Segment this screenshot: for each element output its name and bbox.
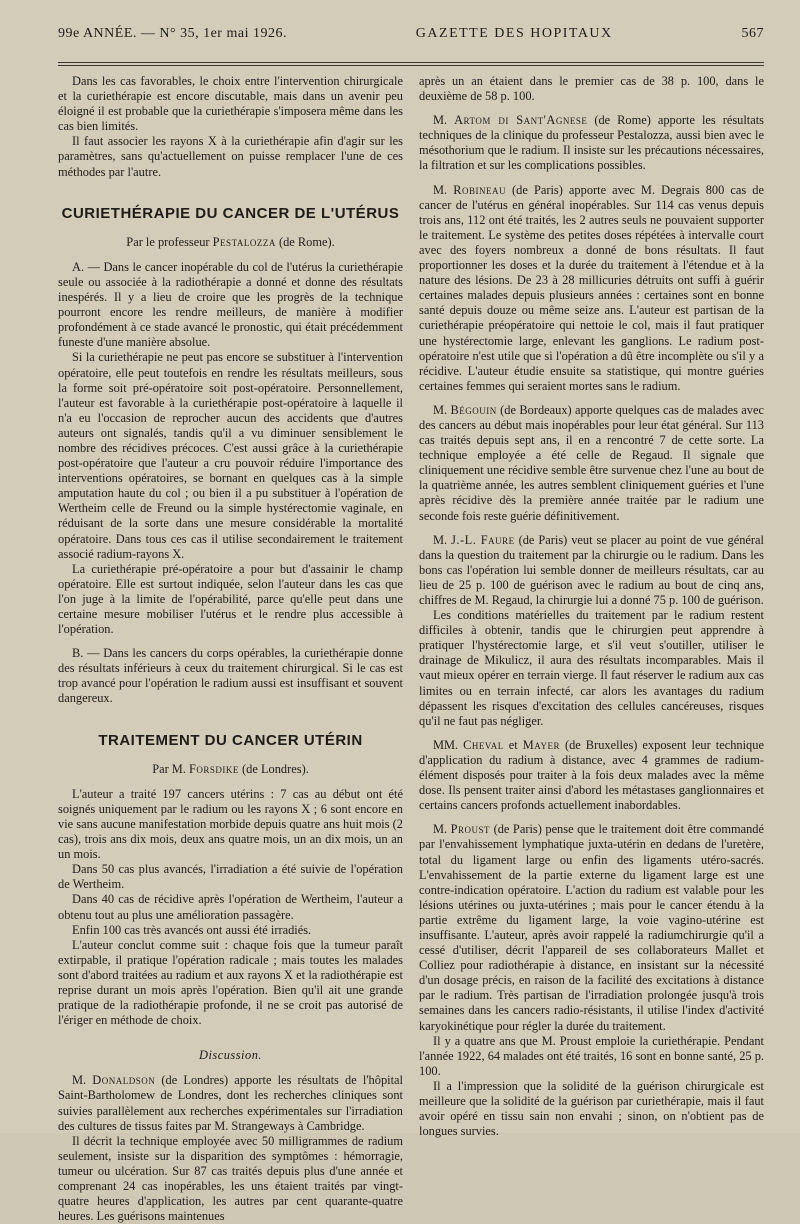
paragraph [419,113,764,173]
paragraph: Il décrit la technique employée avec 50 milligrammes de radium seulement, insiste sur la disparition des symptômes : hémorragie, tumeur ou ulcération. Sur 87 cas traités depuis plus d'une année et comprenant 24 cas inopérables, les uns étaient traités par vingt-quatre heures d'application, les autres par cent quarante-quatre heures. Les guérisons maintenues [58,1133,403,1224]
paragraph [419,822,764,1033]
speaker-name: Robineau [453,182,506,197]
text-columns [58,74,764,1224]
paragraph: Dans 50 cas plus avancés, l'irradiation a été suivie de l'opération de Wertheim. [58,862,403,892]
author-name: Forsdike [189,761,239,776]
paragraph [419,403,764,524]
title-prefix: M. [433,532,448,547]
header-rule-secondary [58,65,764,66]
paragraph-text: (de Bruxelles) exposent leur technique d'application du radium à distance, avec 4 grammes de radium-élément disposés pour traiter à la fois deux malades avec la même dose. Ils pensent traiter ainsi d'abord les métastases ganglionnaires et certains cancers profonds actuellement inabordables. [419,737,764,813]
speaker-name: J.-L. Faure [451,532,515,547]
title-prefix: M. [433,113,448,128]
paragraph: L'auteur a traité 197 cancers utérins : 7 cas au début ont été soignés uniquement par le radium ou les rayons X ; 6 sont encore en vie sans aucune manifestation morbide depuis quatre ans huit mois (2 cas), trois ans dix mois, deux ans quatre mois, un an dix mois, un an un mois. [58,786,403,862]
conjunction: et [508,737,518,752]
paragraph: L'auteur conclut comme suit : chaque fois que la tumeur paraît extirpable, il pratique l'opération radicale ; mais toutes les malades sont d'abord traitées au radium et aux rayons X et la radiothérapie est reprise durant un mois après l'opération. Bien qu'il ait une grande pratique de la radiothérapie profonde, il ne se croit pas autorisé de l'ériger en méthode de choix. [58,937,403,1028]
title-prefix: MM. [433,737,459,752]
paragraph: Si la curiethérapie ne peut pas encore se substituer à l'intervention opératoire, elle peut toutefois en rendre les résultats meilleurs, sous la forme soit pré-opératoire soit post-opératoire. Personnellement, l'auteur est favorable à la curiethérapie post-opératoire à laquelle il n'a eu l'occasion de reprocher aucun des accidents que d'autres auteurs ont signalés, tandis qu'il a vu diminuer sensiblement le nombre des récidives précoces. C'est aussi grâce à la curiethérapie post-opératoire que l'auteur a cru pouvoir réduire l'importance des interventions opératoires, se bornant en quelques cas à la simple amputation haute du col ; ou bien il a pu substituer à l'opération de Wertheim celle de Freund ou la simple hystérectomie vaginale, en réduisant de la sorte dans une mesure considérable la mortalité opératoire. Dans tous ces cas il utilise secondairement le traitement associé radium-rayons X. [58,350,403,561]
speaker-name: Bégouin [450,402,497,417]
page-header [58,26,764,46]
paragraph-text: (de Londres) apporte les résultats de l'hôpital Saint-Bartholomew de Londres, dont les recherches cliniques sont suivies parallèlement aux recherches expérimentales sur l'irradiation des cultures de tissus faites par M. Strangeways à Cambridge. [58,1073,403,1133]
speaker-name: Artom di Sant'Agnese [454,113,588,128]
section-byline [58,762,403,777]
paragraph: Il y a quatre ans que M. Proust emploie la curiethérapie. Pendant l'année 1922, 64 malades ont été traités, 16 sont en bonne santé, 25 p. 100. [419,1033,764,1078]
paragraph [419,533,764,608]
paragraph: B. — Dans les cancers du corps opérables, la curiethérapie donne des résultats inférieurs à ceux du traitement chirurgical. Si le cas est trop avancé pour l'opération le radium aussi est insuffisant et souvent dangereux. [58,646,403,706]
paragraph: Il faut associer les rayons X à la curiethérapie afin d'agir sur les paramètres, sans qu'actuellement on puisse remplacer l'une de ces méthodes par l'autre. [58,134,403,179]
paragraph-text: (de Paris) veut se placer au point de vue général dans la question du traitement par la chirurgie ou le radium. Dans les bons cas l'opération lui semble donner de meilleurs résultats, car au lieu de 25 p. 100 de guérison avec le radium au bout de cinq ans, chiffres de M. Regaud, la chirurgie lui a donné 75 p. 100 de guérison. [419,532,764,607]
byline-suffix: (de Londres). [242,761,309,776]
paragraph: Il a l'impression que la solidité de la guérison chirurgicale est meilleure que la solidité de la guérison par curiethérapie, mais il faut avoir opéré en tissu sain non envahi ; sinon, on n'obtient pas de longues survies. [419,1078,764,1139]
paragraph: après un an étaient dans le premier cas de 38 p. 100, dans le deuxième de 58 p. 100. [419,74,764,104]
title-prefix: M. [433,402,448,417]
section-byline [58,235,403,250]
paragraph [419,183,764,394]
title-prefix: M. [433,182,448,197]
title-prefix: M. [433,822,448,837]
byline-prefix: Par M. [152,761,186,776]
header-rule [58,62,764,63]
speaker-name: Proust [450,822,491,837]
paragraph-text: (de Paris) pense que le traitement doit être commandé par l'envahissement lymphatique juxta-utérin en dedans de l'uretère, total du ligament large ou enfin des ligaments utéro-sacrés. L'envahissement de la partie externe du ligament large est une contre-indication opératoire. L'action du radium est valable pour les lésions utérines ou juxta-utérines ; mais pour le cancer étendu à la partie extrême du ligament large, la voie vagino-utérine est insuffisante. L'auteur, après avoir rappelé la radiumchirurgie qu'il a cessé d'utiliser, décrit l'appareil de ses collaborateurs Mallet et Colliez pour radiothérapie à distance, en insistant sur la nécessité d'un dosage précis, en raison de la facilité des excitations à distance par le radium. Très partisan de l'irradiation prolongée jusqu'à trois semaines dans les cancers radio-résistants, il utilise l'index d'activité karyokinétique pour régler la durée du traitement. [419,822,764,1033]
paragraph: Dans les cas favorables, le choix entre l'intervention chirurgicale et la curiethérapie est encore discutable, mais dans un avenir peu éloigné il est probable que la curiethérapie s'imposera même dans les cas bien limités. [58,74,403,134]
paragraph-text: (de Paris) apporte avec M. Degrais 800 cas de cancer de l'utérus en général inopérables. Sur 114 cas venus depuis trois ans, 112 ont été traités, les 2 autres seuls ne pouvaient supporter le traitement. Le système des petites doses répétées à intervalle court avec des foyers nombreux a donné de bons résultats. Il faut proportionner les doses et la durée du traitement à l'étendue et à la nature des lésions. De 23 à 28 millicuries détruits ont suffi à guérir certaines malades depuis plusieurs années : certaines sont en bonne santé depuis douze ou même seize ans. L'auteur est partisan de la curiethérapie préopératoire qui nettoie le col, mais il faut pratiquer une hystérectomie large, enlevant les ganglions. Le radium post-opératoire n'est utile que si l'opération a dû être incomplète ou s'il y a récidive. L'auteur étudie ensuite sa statistique, qui montre guéries certaines femmes qui seraient mortes sans le radium. [419,182,764,393]
paragraph: Dans 40 cas de récidive après l'opération de Wertheim, l'auteur a obtenu tout au plus une amélioration passagère. [58,892,403,922]
speaker-name: Donaldson [92,1073,156,1088]
author-name: Pestalozza [212,234,276,249]
byline-suffix: (de Rome). [278,234,335,249]
journal-title: GAZETTE DES HOPITAUX [415,26,613,41]
section-title: CURIETHÉRAPIE DU CANCER DE L'UTÉRUS [61,204,400,222]
discussion-heading: Discussion. [199,1048,262,1063]
speaker-name: Mayer [522,737,560,752]
section-title: TRAITEMENT DU CANCER UTÉRIN [98,731,363,749]
paragraph: La curiethérapie pré-opératoire a pour but d'assainir le champ opératoire. Elle est surtout indiquée, selon l'auteur dans les cas que l'on juge à la limite de l'opérabilité, parce qu'elle peut dans une certaine mesure mobiliser l'utérus et le rendre plus accessible à l'opération. [58,561,403,637]
paragraph: Les conditions matérielles du traitement par le radium restent difficiles à obtenir, tandis que le chirurgien peut apprendre à pratiquer l'hystérectomie large, et s'il veut s'outiller, utiliser le drainage de Mikulicz, il aura des résultats incomparables. Mais il vaut mieux opérer en terrain vierge. Il faut réserver le radium aux cas limites ou en terrain infecté, car alors les avantages du radium dépassent les risques d'excitation des cellules cancéreuses, risques qu'il ne faut pas négliger. [419,608,764,728]
left-column [58,74,403,1224]
right-column [419,74,764,1224]
paragraph [58,1073,403,1133]
paragraph-text: (de Rome) apporte les résultats techniques de la clinique du professeur Pestalozza, aussi bien avec le mésothorium que le radium. Il insiste sur les précautions nécessaires, la filtration et sur les complications possibles. [419,113,764,173]
paragraph: A. — Dans le cancer inopérable du col de l'utérus la curiethérapie seule ou associée à la radiothérapie a donné et donne des résultats inespérés. Il y a lieu de croire que les progrès de la technique pourront encore les rendre meilleurs, de manière à modifier profondément à ce stade avancé le pronostic, qui était précédemment funeste d'une manière absolue. [58,259,403,350]
speaker-name: Cheval [463,737,504,752]
page-number: 567 [741,26,764,41]
byline-prefix: Par le professeur [126,234,210,249]
paragraph-text: (de Bordeaux) apporte quelques cas de malades avec des cancers au début mais inopérables pour leur état général. Sur 113 cas traités depuis sept ans, il en a rencontré 7 de cette sorte. La technique employée a été celle de Regaud. Il signale que cliniquement une récidive semble être survenue chez l'une au bout de la quatrième année, les autres semblent cliniquement guéries et l'une après récidive dès la première année traitée par le radium une seconde fois reste guérie définitivement. [419,402,764,523]
paragraph [419,738,764,813]
title-prefix: M. [72,1073,87,1088]
issue-info: 99e ANNÉE. — N° 35, 1er mai 1926. [58,26,287,41]
paragraph: Enfin 100 cas très avancés ont aussi été irradiés. [72,922,312,937]
